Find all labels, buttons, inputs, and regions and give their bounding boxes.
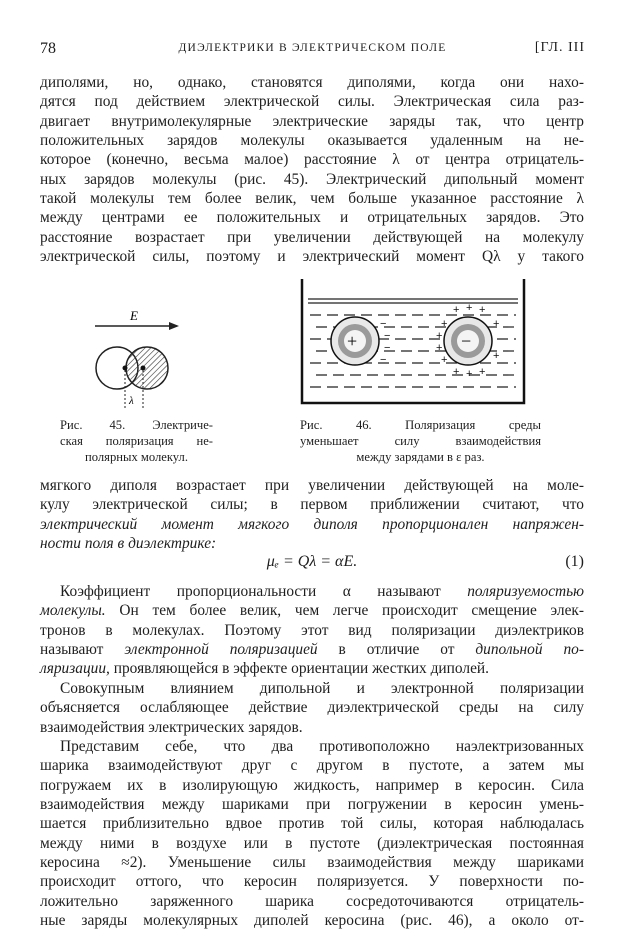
text-line: положительных зарядов молекулы оказывается удаленным на не- xyxy=(40,132,584,150)
svg-text:+: + xyxy=(479,304,486,316)
lambda-label: λ xyxy=(129,395,134,407)
formula-expression: μₑ = Qλ = αE. xyxy=(266,553,358,570)
text-line: называют электронной поляризацией в отличие от дипольной по- xyxy=(40,641,585,659)
svg-text:+: + xyxy=(466,302,473,314)
svg-text:+: + xyxy=(441,354,448,366)
text-line: электрической силы, поэтому и электрический момент Qλ у такого xyxy=(40,248,584,266)
text-line: Представим себе, что два противоположно наэлектризованных xyxy=(60,738,584,755)
paragraph-1 xyxy=(40,73,584,266)
formula-1 xyxy=(40,553,584,575)
paragraph-2 xyxy=(40,476,584,553)
svg-text:−: − xyxy=(384,342,391,354)
chapter-label: [ГЛ. III xyxy=(534,40,585,55)
svg-text:−: − xyxy=(380,354,387,366)
text-line: тронов в молекулах. Поэтому этот вид поляризации диэлектриков xyxy=(40,621,584,639)
text-line: кулу электрической силы; в первом приближении считают, что xyxy=(40,496,584,514)
paragraph-5 xyxy=(40,737,584,930)
running-header xyxy=(40,40,585,60)
text-line: шается приблизительно вдвое против той силы, которая наблюдалась xyxy=(40,815,584,833)
equation-number: (1) xyxy=(565,553,584,570)
text-line: двигает внутримолекулярные электрические заряды так, что центр xyxy=(40,112,584,130)
svg-text:+: + xyxy=(436,342,443,354)
text-line: шарика взаимодействуют друг с другом в пустоте, а затем мы xyxy=(40,757,584,775)
field-arrow-head xyxy=(169,322,179,330)
figure-45-caption xyxy=(60,417,213,465)
text-line: керосина ≈2). Уменьшение силы взаимодействия между шариками xyxy=(40,854,584,872)
text-line: мягкого диполя возрастает при увеличении действующей на моле- xyxy=(40,477,584,494)
page-number: 78 xyxy=(40,40,56,57)
text-line: Совокупным влиянием дипольной и электронной поляризации xyxy=(60,680,584,697)
negative-sign: − xyxy=(461,331,472,351)
svg-text:+: + xyxy=(441,318,448,330)
caption-line: уменьшает силу взаимодействия xyxy=(300,434,541,448)
caption-line: Рис. 46. Поляризация среды xyxy=(300,418,541,432)
text-line: расстояние возрастает при увеличении действующей на молекулу xyxy=(40,228,584,246)
figure-46-polarization-diagram xyxy=(298,275,528,407)
text-line: ные заряды молекулярных диполей керосина (рис. 46), а около от- xyxy=(40,912,584,930)
svg-text:+: + xyxy=(493,350,500,362)
text-line: Коэффициент пропорциональности α называют поляризуемостью xyxy=(60,583,584,600)
text-line: электрический момент мягкого диполя пропорционален напряжен- xyxy=(40,515,584,533)
positive-center-dot xyxy=(123,366,128,371)
text-line: между центрами ее положительных и отрицательных зарядов. Это xyxy=(40,209,584,227)
svg-text:+: + xyxy=(479,366,486,378)
text-line: ности поля в диэлектрике: xyxy=(40,535,217,553)
figure-46-caption xyxy=(300,417,541,465)
caption-line: ская поляризация не- xyxy=(60,434,213,448)
text-line: погружаем их в изолирующую жидкость, например в керосин. Сила xyxy=(40,776,584,794)
text-line: объясняется ослабляющее действие диэлектрической среды на силу xyxy=(40,699,584,717)
caption-line: между зарядами в ε раз. xyxy=(356,450,485,464)
text-line: происходит оттого, что керосин поляризуется. У поверхности по- xyxy=(40,873,584,891)
paragraph-3 xyxy=(40,582,584,679)
text-line: которое (конечно, весьма малое) расстояние λ от центра отрицатель- xyxy=(40,151,584,169)
svg-text:+: + xyxy=(436,330,443,342)
text-line: дятся под действием электрической силы. Электрическая сила раз- xyxy=(40,93,584,111)
svg-text:+: + xyxy=(453,366,460,378)
text-line: диполями, но, однако, становятся диполями, когда они нахо- xyxy=(40,74,584,91)
svg-text:+: + xyxy=(453,304,460,316)
svg-text:−: − xyxy=(384,330,391,342)
text-line: ложительно заряженного шарика сосредоточиваются отрицатель- xyxy=(40,892,584,910)
positive-sign: + xyxy=(347,331,358,351)
caption-line: полярных молекул. xyxy=(85,450,188,464)
running-title: ДИЭЛЕКТРИКИ В ЭЛЕКТРИЧЕСКОМ ПОЛЕ xyxy=(178,42,447,54)
text-line: молекулы. Он тем более велик, чем легче происходит смещение элек- xyxy=(40,602,584,620)
field-label-e: E xyxy=(130,308,138,323)
svg-text:+: + xyxy=(466,368,473,380)
figure-45-molecule-diagram xyxy=(85,300,195,412)
svg-text:+: + xyxy=(493,318,500,330)
text-line: ных зарядов молекулы (рис. 45). Электрический дипольный момент xyxy=(40,170,584,188)
paragraph-4 xyxy=(40,679,584,737)
svg-text:−: − xyxy=(380,318,387,330)
text-line: такой молекулы тем более велик, чем больше указанное расстояние λ xyxy=(40,190,584,208)
negative-center-dot xyxy=(141,366,146,371)
text-line: ляризации, проявляющейся в эффекте ориентации жестких диполей. xyxy=(40,660,489,678)
caption-line: Рис. 45. Электриче- xyxy=(60,418,213,432)
text-line: взаимодействия между шариками при погружении в керосин умень- xyxy=(40,796,584,814)
text-line: между ними в воздухе или в пустоте (диэлектрическая постоянная xyxy=(40,834,584,852)
shifted-charge-cloud xyxy=(126,347,168,389)
text-line: взаимодействия электрических зарядов. xyxy=(40,718,303,736)
